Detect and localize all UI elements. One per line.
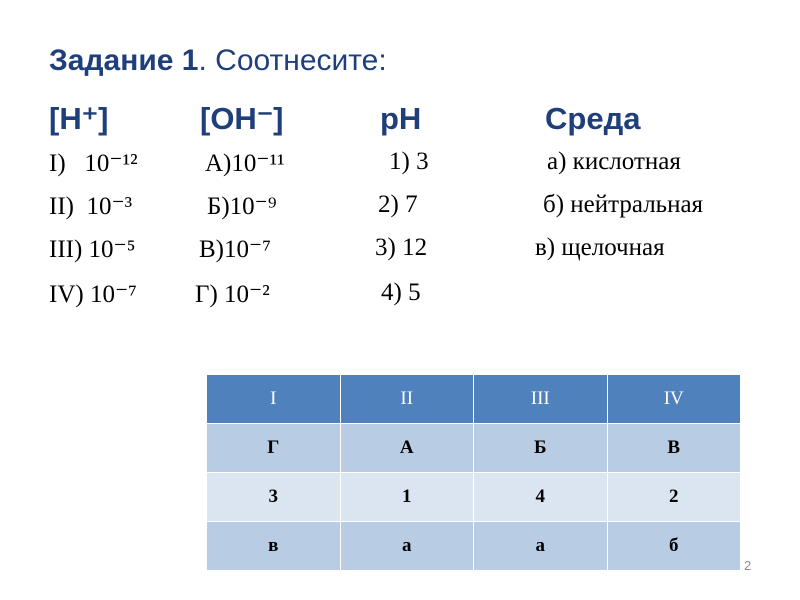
ph-value-3: 3) 12 [375, 234, 428, 261]
answer-table-row [207, 424, 741, 473]
answer-table [206, 374, 741, 571]
answer-table-row [207, 473, 741, 522]
oh-value-3: В)10⁻⁷ [199, 236, 271, 263]
answer-table-cell: 3 [207, 473, 341, 522]
answer-table-cell: а [340, 522, 474, 571]
page-number: 2 [744, 558, 752, 573]
oh-value-1: А)10⁻¹¹ [205, 150, 285, 177]
header-environment: Среда [545, 101, 641, 136]
header-oh-concentration: [OH⁻] [200, 101, 284, 136]
header-h-concentration: [H⁺] [49, 101, 109, 136]
answer-table-header-row [207, 375, 741, 424]
answer-table-cell: б [607, 522, 741, 571]
header-ph: рН [380, 101, 422, 136]
env-value-2: б) нейтральная [543, 191, 704, 218]
answer-table-row [207, 522, 741, 571]
answer-table-cell: в [207, 522, 341, 571]
answer-table-cell: Г [207, 424, 341, 473]
h-value-4: IV) 10⁻⁷ [49, 281, 137, 308]
answer-table-cell: В [607, 424, 741, 473]
title-rest: . Соотнесите: [198, 44, 387, 77]
answer-table-cell: 1 [340, 473, 474, 522]
answer-table-cell: а [474, 522, 608, 571]
h-value-1: I) 10⁻¹² [49, 150, 138, 177]
h-value-3: III) 10⁻⁵ [49, 236, 136, 263]
answer-table-cell: 4 [474, 473, 608, 522]
ph-value-2: 2) 7 [378, 191, 418, 218]
answer-table-header-cell: III [474, 375, 608, 424]
env-value-3: в) щелочная [535, 234, 665, 261]
answer-table-cell: А [340, 424, 474, 473]
oh-value-2: Б)10⁻⁹ [207, 193, 277, 220]
answer-table-header-cell: I [207, 375, 341, 424]
ph-value-4: 4) 5 [381, 279, 421, 306]
oh-value-4: Г) 10⁻² [195, 281, 270, 308]
env-value-1: а) кислотная [547, 148, 681, 175]
answer-table-header-cell: IV [607, 375, 741, 424]
h-value-2: II) 10⁻³ [49, 193, 133, 220]
ph-value-1: 1) 3 [389, 148, 429, 175]
answer-table-header-cell: II [340, 375, 474, 424]
slide-title [49, 44, 387, 78]
answer-table-cell: 2 [607, 473, 741, 522]
answer-table-cell: Б [474, 424, 608, 473]
title-bold: Задание 1 [49, 44, 199, 77]
